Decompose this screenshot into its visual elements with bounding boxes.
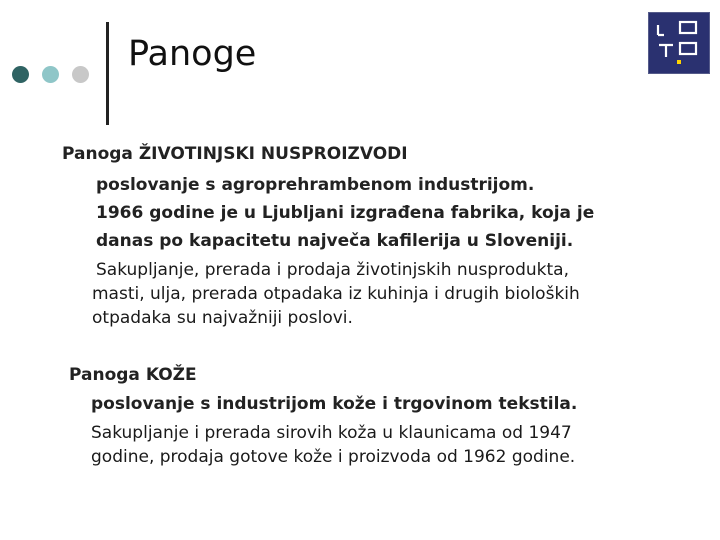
section-heading-animal-byproducts: Panoga ŽIVOTINJSKI NUSPROIZVODI <box>62 144 408 164</box>
decorative-dot-dark <box>12 66 29 83</box>
slide-title: Panoge <box>128 34 257 74</box>
decorative-dot-grey <box>72 66 89 83</box>
section-line: danas po kapacitetu največa kafilerija u Sloveniji. <box>96 231 574 251</box>
section-line: Sakupljanje, prerada i prodaja životinjskih nusprodukta, <box>96 260 570 280</box>
school-logo-icon <box>648 12 710 74</box>
section-line: masti, ulja, prerada otpadaka iz kuhinja i drugih bioloških <box>92 284 580 304</box>
decorative-dot-light <box>42 66 59 83</box>
section-line: 1966 godine je u Ljubljani izgrađena fabrika, koja je <box>96 203 595 223</box>
section-line: godine, prodaja gotove kože i proizvoda od 1962 godine. <box>91 447 576 467</box>
section-line: otpadaka su najvažniji poslovi. <box>92 308 353 328</box>
section-line: Sakupljanje i prerada sirovih koža u klaunicama od 1947 <box>91 423 572 443</box>
section-heading-leather: Panoga KOŽE <box>69 365 197 385</box>
title-divider <box>106 22 109 125</box>
section-line: poslovanje s industrijom kože i trgovinom tekstila. <box>91 394 578 414</box>
section-line: poslovanje s agroprehrambenom industrijom. <box>96 175 535 195</box>
